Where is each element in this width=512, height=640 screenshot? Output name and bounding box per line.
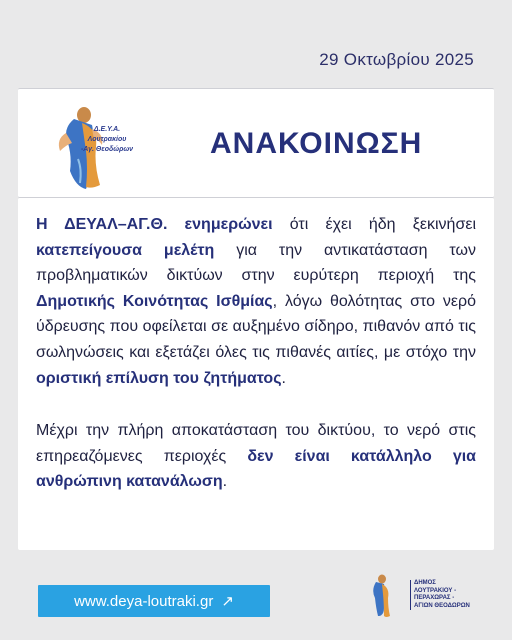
p1-bold-2: κατεπείγουσα μελέτη	[36, 241, 215, 259]
muni-line2: ΛΟΥΤΡΑΚΙΟΥ -	[414, 587, 457, 594]
announcement-date: 29 Οκτωβρίου 2025	[319, 50, 474, 69]
municipality-logo	[368, 572, 404, 618]
p1-bold-4: οριστική επίλυση του ζητήματος	[36, 369, 282, 387]
muni-line4: ΑΓΙΩΝ ΘΕΟΔΩΡΩΝ	[414, 602, 470, 609]
muni-line3: ΠΕΡΑΧΩΡΑΣ -	[414, 595, 455, 601]
p1-text-2: για την αντικατάσταση των προβληματικών δικτύων στην ευρύτερη περιοχή της	[36, 241, 477, 285]
logo-text-line2: -Αγ. Θεοδώρων	[80, 146, 134, 153]
p2-text-1: Μέχρι την πλήρη αποκατάσταση του δικτύου, το νερό στις επηρεαζόμενες περιοχές	[36, 422, 476, 465]
paragraph-1	[36, 212, 476, 391]
paragraph-2	[36, 418, 476, 495]
municipality-name	[410, 580, 470, 610]
p1-bold-1: Η ΔΕΥΑΛ–ΑΓ.Θ. ενημερώνει	[36, 216, 273, 233]
p1-text-1: ότι έχει ήδη ξεκινήσει	[272, 216, 476, 233]
p2-text-2: .	[222, 473, 228, 491]
website-link-button[interactable]	[38, 585, 270, 617]
header-card	[18, 88, 494, 198]
logo-text-line1: Δ.Ε.Υ.Α. Λουτρακίου	[87, 126, 127, 143]
announcement-body	[36, 212, 476, 495]
p1-bold-3: Δημοτικής Κοινότητας Ισθμίας	[36, 292, 273, 310]
body-card	[18, 198, 494, 550]
deya-logo-text	[78, 125, 136, 155]
p1-text-3: , λόγω θολότητας στο νερό ύδρευσης που οφείλεται σε αυξημένο σίδηρο, πιθανόν από τις σωληνώσεις και εξετάζει όλες τις πιθανές αιτίες, με στόχο την	[36, 292, 476, 361]
p2-bold-1: δεν είναι κατάλληλο για ανθρώπινη κατανάλωση	[36, 447, 476, 491]
p1-text-4: .	[281, 369, 286, 387]
muni-line1: ΔΗΜΟΣ	[414, 580, 436, 586]
external-arrow-icon: ↗	[221, 593, 234, 610]
website-link-label: www.deya-loutraki.gr	[74, 592, 214, 610]
announcement-title: ΑΝΑΚΟΙΝΩΣΗ	[210, 127, 423, 160]
